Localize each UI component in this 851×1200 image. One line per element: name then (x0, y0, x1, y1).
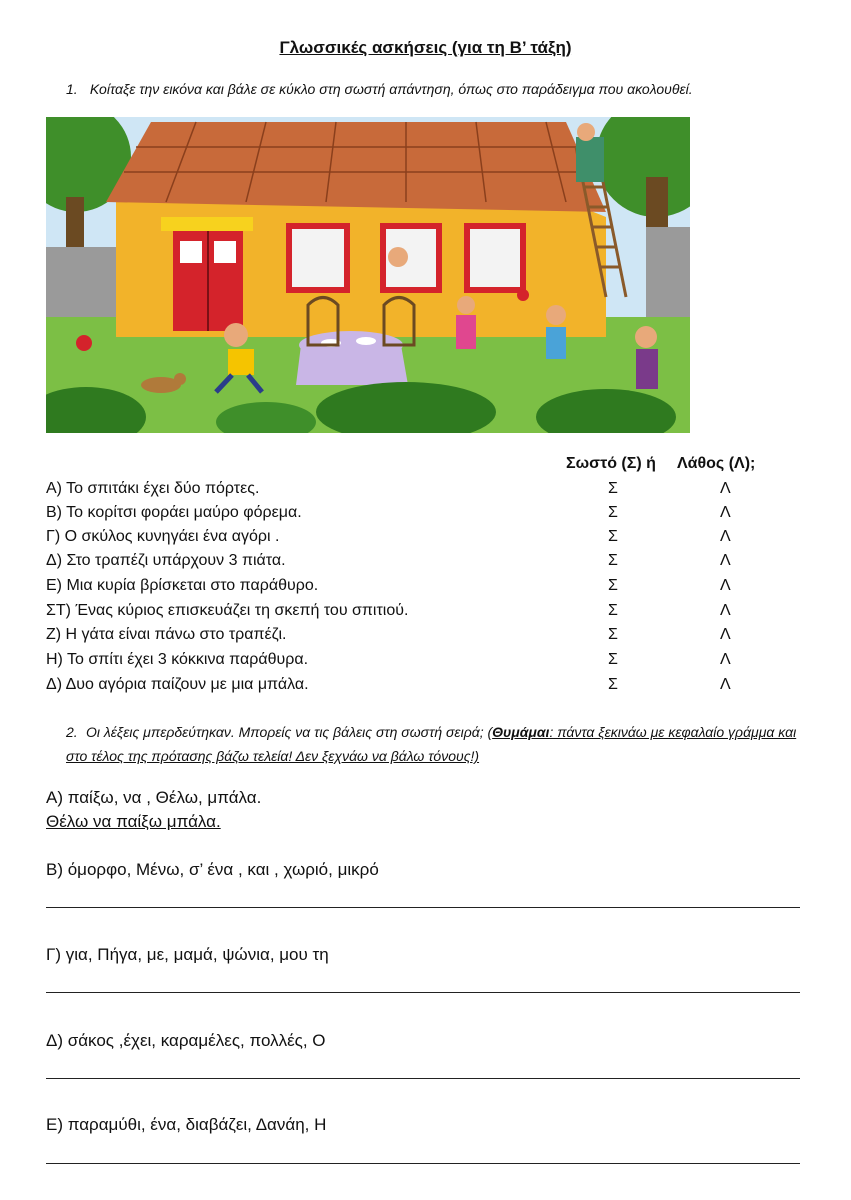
exercise-2-instruction (66, 720, 806, 768)
exercise-1-instruction-text: Κοίταξε την εικόνα και βάλε σε κύκλο στη σωστή απάντηση, όπως στο παράδειγμα που ακολουθεί. (89, 81, 693, 97)
scrambled-words: Β) όμορφο, Μένω, σ’ ένα , και , χωριό, μικρό (46, 860, 379, 879)
answer-line[interactable] (46, 1078, 800, 1079)
statement-row (46, 480, 786, 504)
scrambled-words: Δ) σάκος ,έχει, καραμέλες, πολλές, Ο (46, 1031, 326, 1050)
true-option[interactable]: Σ (608, 504, 618, 521)
statement-text: ΣΤ) Ένας κύριος επισκευάζει τη σκεπή του σπιτιού. (46, 602, 409, 619)
statement-row (46, 651, 786, 675)
true-option[interactable]: Σ (608, 651, 618, 668)
false-option[interactable]: Λ (720, 626, 731, 643)
example-answer: Θέλω να παίξω μπάλα. (46, 812, 221, 831)
statement-text: Ε) Μια κυρία βρίσκεται στο παράθυρο. (46, 577, 319, 594)
false-option[interactable]: Λ (720, 676, 731, 693)
false-option[interactable]: Λ (720, 651, 731, 668)
true-option[interactable]: Σ (608, 552, 618, 569)
worksheet-title: Γλωσσικές ασκήσεις (για τη Β’ τάξη) (279, 38, 572, 57)
exercise-2-number: 2. (66, 724, 78, 740)
statement-row (46, 504, 786, 528)
statement-text: Β) Το κορίτσι φοράει μαύρο φόρεμα. (46, 504, 302, 521)
exercise-1-number: 1. (66, 81, 78, 97)
false-column-header: Λάθος (Λ); (677, 455, 756, 472)
statement-text: Η) Το σπίτι έχει 3 κόκκινα παράθυρα. (46, 651, 309, 668)
false-option[interactable]: Λ (720, 528, 731, 545)
example-words: Α) παίξω, να , Θέλω, μπάλα. (46, 788, 262, 807)
answer-line[interactable] (46, 907, 800, 908)
true-option[interactable]: Σ (608, 577, 618, 594)
remember-label: Θυμάμαι (492, 724, 550, 740)
scrambled-words: Γ) για, Πήγα, με, μαμά, ψώνια, μου τη (46, 945, 329, 964)
true-option[interactable]: Σ (608, 528, 618, 545)
true-option[interactable]: Σ (608, 626, 618, 643)
exercise-2-instruction-text-a: Οι λέξεις μπερδεύτηκαν. Μπορείς να τις βάλεις στη σωστή σειρά; ( (86, 724, 493, 740)
statement-row (46, 676, 786, 700)
statement-text: Γ) Ο σκύλος κυνηγάει ένα αγόρι . (46, 528, 280, 545)
scrambled-words: Ε) παραμύθι, ένα, διαβάζει, Δανάη, Η (46, 1115, 327, 1134)
false-option[interactable]: Λ (720, 602, 731, 619)
true-option[interactable]: Σ (608, 602, 618, 619)
statement-row (46, 577, 786, 601)
house-scene-illustration (46, 117, 690, 433)
exercise-2-instruction-text-b: : πάντα ξεκινάω με κεφαλαίο γράμμα και στο τέλος της πρότασης βάζω τελεία! Δεν ξεχνάω να βάλω τόνους!) (66, 724, 797, 764)
statement-row (46, 626, 786, 650)
false-option[interactable]: Λ (720, 552, 731, 569)
true-column-header: Σωστό (Σ) ή (566, 455, 656, 472)
true-option[interactable]: Σ (608, 480, 618, 497)
answer-line[interactable] (46, 1163, 800, 1164)
false-option[interactable]: Λ (720, 577, 731, 594)
statement-row (46, 552, 786, 576)
statement-text: Α) Το σπιτάκι έχει δύο πόρτες. (46, 480, 260, 497)
statement-text: Δ) Στο τραπέζι υπάρχουν 3 πιάτα. (46, 552, 286, 569)
false-option[interactable]: Λ (720, 504, 731, 521)
answer-line[interactable] (46, 992, 800, 993)
true-option[interactable]: Σ (608, 676, 618, 693)
exercise-1-instruction (66, 81, 693, 97)
statement-row (46, 528, 786, 552)
statement-text: Ζ) Η γάτα είναι πάνω στο τραπέζι. (46, 626, 287, 643)
false-option[interactable]: Λ (720, 480, 731, 497)
statement-row (46, 602, 786, 626)
statement-text: Δ) Δυο αγόρια παίζουν με μια μπάλα. (46, 676, 309, 693)
